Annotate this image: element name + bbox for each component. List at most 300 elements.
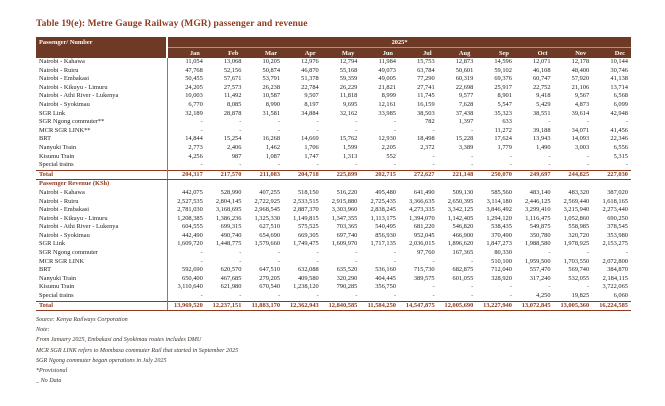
cell-value: - <box>200 257 203 265</box>
month-header-sep: Sep <box>476 48 515 59</box>
cell-value: 11,818 <box>340 92 358 100</box>
cell-value: 28,878 <box>223 109 242 117</box>
cell-value: - <box>239 249 242 257</box>
cell-value: 50,874 <box>262 66 281 74</box>
cell-value: 569,740 <box>568 266 590 274</box>
cell-value: 80,330 <box>494 249 512 257</box>
cell-value: 16,159 <box>417 100 435 108</box>
row-label: Nairobi - Ruiru <box>36 67 167 76</box>
column-header-passenger-number: Passenger/ Number <box>36 37 167 58</box>
cell-value: 47,768 <box>185 66 203 74</box>
cell-value: 442,490 <box>182 231 203 239</box>
year-header: 2025* <box>167 37 631 48</box>
cell-value: 49,005 <box>378 75 396 83</box>
cell-value: 350,780 <box>529 231 551 239</box>
cell-value: 699,315 <box>220 223 242 231</box>
cell-value: 35,323 <box>494 109 512 117</box>
cell-value: 3,342,125 <box>447 206 474 214</box>
cell-value: 510,100 <box>491 257 512 265</box>
cell-value: 16,224,585 <box>592 301 631 311</box>
cell-value: - <box>355 249 358 257</box>
cell-value: 17,624 <box>494 135 512 143</box>
cell-value: 483,320 <box>568 188 590 196</box>
cell-value: - <box>277 292 281 300</box>
cell-value: 2,804,145 <box>215 197 242 205</box>
cell-value: - <box>471 292 474 300</box>
cell-value: 557,470 <box>529 266 551 274</box>
cell-value: 3,168,695 <box>215 206 242 214</box>
cell-value: 670,540 <box>259 283 281 291</box>
cell-value: 2,153,275 <box>602 240 628 248</box>
table-row <box>36 215 631 224</box>
table-row <box>36 153 631 162</box>
month-header-apr: Apr <box>283 48 322 59</box>
cell-value: 59,102 <box>494 66 512 74</box>
cell-value: 601,055 <box>452 274 474 282</box>
cell-value: 57,671 <box>223 75 242 83</box>
cell-value: 483,140 <box>529 188 551 196</box>
cell-value: 21,821 <box>378 83 396 91</box>
cell-value: 690,250 <box>607 214 628 222</box>
cell-value: 5,429 <box>536 100 551 108</box>
cell-value: - <box>625 118 628 126</box>
cell-value: 6,556 <box>613 143 628 151</box>
cell-value: 16,268 <box>262 135 281 143</box>
cell-value: - <box>432 283 435 291</box>
cell-value: 225,899 <box>322 170 361 180</box>
cell-value: 328,920 <box>491 274 512 282</box>
cell-value: 32,189 <box>185 109 203 117</box>
cell-value: 12,362,943 <box>283 301 322 311</box>
table-row <box>36 75 631 84</box>
row-label: BRT <box>36 266 167 275</box>
cell-value: 1,609,720 <box>177 240 203 248</box>
cell-value: 10,587 <box>262 92 281 100</box>
cell-value: 3,003 <box>574 143 590 151</box>
cell-value: 9,567 <box>574 92 590 100</box>
row-label: SGR Link <box>36 110 167 119</box>
cell-value: 4,873 <box>574 100 590 108</box>
cell-value: 10,205 <box>262 58 281 65</box>
table-row <box>36 266 631 275</box>
cell-value: 1,959,500 <box>525 257 551 265</box>
cell-value: 1,208,385 <box>177 214 203 222</box>
cell-value: 15,228 <box>455 135 474 143</box>
table-title: Table 19(e): Metre Gauge Railway (MGR) passenger and revenue <box>36 19 308 29</box>
cell-value: - <box>548 249 551 257</box>
cell-value: 37,438 <box>455 109 474 117</box>
cell-value: - <box>200 249 203 257</box>
table-row <box>36 232 631 241</box>
cell-value: 536,160 <box>375 266 396 274</box>
cell-value: 22,346 <box>610 135 628 143</box>
cell-value: 12,873 <box>455 58 474 65</box>
cell-value: 5,315 <box>613 152 628 160</box>
cell-value: 12,840,585 <box>322 301 361 311</box>
cell-value: - <box>471 161 474 169</box>
cell-value <box>476 180 515 189</box>
cell-value: 9,507 <box>304 92 319 100</box>
row-label: Kisumu Train <box>36 153 167 162</box>
table-row <box>36 118 631 127</box>
note-line: *Provisional <box>36 367 68 374</box>
cell-value: 378,545 <box>607 223 628 231</box>
cell-value: - <box>277 161 281 169</box>
row-label: Total <box>36 170 167 180</box>
cell-value: 2,773 <box>188 143 203 151</box>
cell-value: 682,875 <box>452 266 474 274</box>
cell-value: - <box>548 283 551 291</box>
cell-value: 633 <box>502 118 512 126</box>
cell-value: - <box>548 118 551 126</box>
cell-value: - <box>393 249 396 257</box>
table-row <box>36 84 631 93</box>
cell-value: 12,005,690 <box>438 301 477 311</box>
cell-value: 1,747 <box>304 152 319 160</box>
cell-value: 1,749,475 <box>293 240 319 248</box>
cell-value: 6,060 <box>613 292 628 300</box>
cell-value: 1,599 <box>342 143 358 151</box>
note-line: SGR Ngong commuter began operations in July 2025 <box>36 357 167 364</box>
cell-value: 204,317 <box>167 170 206 180</box>
cell-value: 14,596 <box>494 58 512 65</box>
cell-value: 509,130 <box>452 188 474 196</box>
cell-value: 12,930 <box>378 135 396 143</box>
cell-value: 13,943 <box>532 135 551 143</box>
cell-value: 221,148 <box>438 170 477 180</box>
cell-value: 33,985 <box>378 109 396 117</box>
cell-value: 50,455 <box>185 75 203 83</box>
cell-value: 495,480 <box>375 188 396 196</box>
cell-value: 356,750 <box>375 283 396 291</box>
cell-value: 51,378 <box>301 75 319 83</box>
cell-value: 12,794 <box>339 58 358 65</box>
cell-value: 12,237,151 <box>206 301 245 311</box>
cell-value: 3,215,940 <box>563 206 590 214</box>
cell-value: - <box>316 249 319 257</box>
cell-value: 2,887,370 <box>293 206 319 214</box>
cell-value: 12,976 <box>301 58 319 65</box>
row-label: Nairobi - Embakasi <box>36 75 167 84</box>
table-row <box>36 240 631 249</box>
source-note: Source: Kenya Railways Corporation <box>36 317 128 324</box>
cell-value: 1,618,165 <box>602 197 628 205</box>
cell-value: 540,495 <box>375 223 396 231</box>
cell-value: 697,740 <box>336 231 358 239</box>
cell-value: 13,005,360 <box>554 301 593 311</box>
table-row <box>36 258 631 267</box>
cell-value <box>167 180 206 189</box>
row-label: Nairobi - Kikuyu - Limuru <box>36 215 167 224</box>
cell-value: 38,551 <box>532 109 551 117</box>
cell-value: 353,980 <box>607 231 628 239</box>
cell-value <box>592 180 631 189</box>
cell-value: - <box>355 161 358 169</box>
cell-value: 12,071 <box>532 58 551 65</box>
cell-value: 3,722,065 <box>602 283 628 291</box>
table-row <box>36 127 631 136</box>
cell-value: 10,144 <box>610 58 628 65</box>
cell-value: - <box>471 283 474 291</box>
cell-value: 621,980 <box>220 283 242 291</box>
cell-value: - <box>316 161 319 169</box>
cell-value: 32,162 <box>339 109 358 117</box>
cell-value: 1,397 <box>458 118 474 126</box>
cell-value: 1,988,580 <box>525 240 551 248</box>
row-label: Kisumu Train <box>36 283 167 292</box>
month-header-dec: Dec <box>592 48 631 59</box>
table-row <box>36 283 631 292</box>
cell-value: 715,730 <box>413 266 435 274</box>
cell-value: 1,113,175 <box>370 214 396 222</box>
cell-value: - <box>509 152 512 160</box>
cell-value: - <box>587 283 590 291</box>
row-label: MCR SGR LINK** <box>36 127 167 136</box>
cell-value: 12,161 <box>378 100 396 108</box>
row-label: Nairobi - Kikuyu - Limuru <box>36 84 167 93</box>
cell-value: 22,698 <box>455 83 474 91</box>
cell-value: 558,985 <box>568 223 590 231</box>
cell-value: - <box>432 161 435 169</box>
cell-value: 11,883,170 <box>244 301 283 311</box>
cell-value: 97,760 <box>417 249 435 257</box>
cell-value: 12,178 <box>571 58 590 65</box>
row-label: SGR Ngong commuter <box>36 249 167 258</box>
cell-value: - <box>316 292 319 300</box>
cell-value: 389,575 <box>413 274 435 282</box>
month-header-mar: Mar <box>244 48 283 59</box>
cell-value: 2,838,245 <box>370 206 396 214</box>
cell-value: 39,614 <box>571 109 590 117</box>
cell-value: 7,628 <box>458 100 474 108</box>
cell-value: 3,389 <box>458 143 474 151</box>
cell-value: 320,290 <box>336 274 358 282</box>
cell-value: - <box>393 257 396 265</box>
cell-value: 4,273,335 <box>409 206 435 214</box>
cell-value: 27,741 <box>417 83 435 91</box>
cell-value: - <box>587 249 590 257</box>
cell-value: 2,968,545 <box>254 206 281 214</box>
cell-value: 244,825 <box>554 170 593 180</box>
cell-value: 13,969,520 <box>167 301 206 311</box>
cell-value: 552 <box>386 152 396 160</box>
cell-value: - <box>471 126 474 134</box>
cell-value: 604,555 <box>182 223 203 231</box>
cell-value: - <box>393 161 396 169</box>
cell-value: - <box>239 257 242 265</box>
table-row <box>36 135 631 144</box>
table-row <box>36 275 631 284</box>
cell-value: 654,690 <box>259 231 281 239</box>
footnotes <box>36 317 631 385</box>
cell-value: 1,087 <box>265 152 281 160</box>
cell-value: 8,197 <box>304 100 319 108</box>
row-label: Nairobi - Syokimau <box>36 232 167 241</box>
note-line: From January 2025, Embakasi and Syokimau routes includes DMU <box>36 337 202 344</box>
cell-value: 1,462 <box>265 143 281 151</box>
cell-value: 11,745 <box>417 92 435 100</box>
cell-value: 49,073 <box>378 66 396 74</box>
cell-value: 528,990 <box>220 188 242 196</box>
cell-value: 60,747 <box>532 75 551 83</box>
month-header-nov: Nov <box>554 48 593 59</box>
cell-value: 69,376 <box>494 75 512 83</box>
cell-value: 204,718 <box>283 170 322 180</box>
cell-value: 620,570 <box>220 266 242 274</box>
cell-value: - <box>432 292 435 300</box>
month-header-oct: Oct <box>515 48 554 59</box>
cell-value: 13,227,940 <box>476 301 515 311</box>
cell-value: 790,285 <box>336 283 358 291</box>
cell-value <box>438 180 477 189</box>
table-row <box>36 144 631 153</box>
cell-value: - <box>200 118 203 126</box>
cell-value: 712,040 <box>491 266 512 274</box>
cell-value: 320,720 <box>568 231 590 239</box>
cell-value: 1,609,970 <box>331 240 358 248</box>
cell-value: 38,503 <box>417 109 435 117</box>
cell-value: 19,825 <box>571 292 590 300</box>
cell-value: 8,901 <box>497 92 512 100</box>
cell-value: - <box>471 152 474 160</box>
row-label: Special trains <box>36 161 167 170</box>
cell-value: 404,445 <box>375 274 396 282</box>
cell-value: 50,601 <box>455 66 474 74</box>
cell-value: 2,533,515 <box>293 197 319 205</box>
row-label: Nairobi - Kahawa <box>36 189 167 198</box>
cell-value: 42,948 <box>610 109 628 117</box>
cell-value: 11,272 <box>494 126 512 134</box>
cell-value: - <box>432 126 435 134</box>
month-header-may: May <box>322 48 361 59</box>
cell-value: 249,697 <box>515 170 554 180</box>
cell-value: 490,740 <box>220 231 242 239</box>
section-header-row <box>36 180 631 189</box>
cell-value: 532,055 <box>568 274 590 282</box>
month-header-aug: Aug <box>438 48 477 59</box>
cell-value: - <box>277 126 281 134</box>
cell-value: 53,791 <box>262 75 281 83</box>
cell-value: 18,498 <box>417 135 435 143</box>
cell-value: 24,205 <box>185 83 203 91</box>
cell-value: 52,156 <box>223 66 242 74</box>
cell-value: 46,108 <box>532 66 551 74</box>
cell-value: - <box>277 249 281 257</box>
cell-value: 1,706 <box>304 143 319 151</box>
row-label: Nanyuki Train <box>36 275 167 284</box>
cell-value: 6,099 <box>613 100 628 108</box>
row-label: BRT <box>36 135 167 144</box>
cell-value: 59,359 <box>339 75 358 83</box>
cell-value: 15,762 <box>339 135 358 143</box>
cell-value: 211,083 <box>244 170 283 180</box>
month-header-feb: Feb <box>206 48 245 59</box>
cell-value: 60,319 <box>455 75 474 83</box>
table-row <box>36 161 631 170</box>
note-line: MCR SGR LINK refers to Mombasa commuter Rail that started in September 2025 <box>36 347 239 354</box>
cell-value: 952,045 <box>413 231 435 239</box>
cell-value: - <box>509 292 512 300</box>
cell-value: 669,305 <box>297 231 319 239</box>
row-label: MCR SGR LINK <box>36 258 167 267</box>
cell-value: - <box>509 283 512 291</box>
table-row <box>36 249 631 258</box>
row-label: Nairobi - Ruiru <box>36 198 167 207</box>
cell-value: 856,930 <box>375 231 396 239</box>
cell-value: 14,547,875 <box>399 301 438 311</box>
cell-value: 1,896,620 <box>447 240 474 248</box>
month-header-jan: Jan <box>167 48 206 59</box>
cell-value: 516,220 <box>336 188 358 196</box>
cell-value: 1,149,815 <box>293 214 319 222</box>
cell-value: 1,717,135 <box>370 240 396 248</box>
cell-value: 1,978,925 <box>563 240 590 248</box>
cell-value: 279,205 <box>259 274 281 282</box>
cell-value: 647,510 <box>259 266 281 274</box>
cell-value: 1,490 <box>536 143 551 151</box>
cell-value: 1,847,273 <box>486 240 512 248</box>
cell-value: - <box>548 161 551 169</box>
cell-value: 466,900 <box>452 231 474 239</box>
row-label: SGR Ngong commuter** <box>36 118 167 127</box>
cell-value: 6,770 <box>188 100 203 108</box>
cell-value: 407,255 <box>259 188 281 196</box>
total-row <box>36 301 631 311</box>
cell-value: 1,448,775 <box>215 240 242 248</box>
cell-value: 442,075 <box>182 188 203 196</box>
cell-value: - <box>277 118 281 126</box>
cell-value: 217,570 <box>206 170 245 180</box>
cell-value: 8,999 <box>381 92 396 100</box>
cell-value: 3,846,492 <box>486 206 512 214</box>
cell-value: 2,273,440 <box>602 206 628 214</box>
cell-value: 681,220 <box>413 223 435 231</box>
cell-value: 1,294,120 <box>486 214 512 222</box>
cell-value: - <box>548 152 551 160</box>
cell-value: - <box>277 257 281 265</box>
cell-value: 15,254 <box>223 135 242 143</box>
cell-value: 2,406 <box>227 143 242 151</box>
cell-value: 641,490 <box>413 188 435 196</box>
cell-value: 8,990 <box>265 100 281 108</box>
cell-value: 4,256 <box>188 152 203 160</box>
cell-value: 387,020 <box>607 188 628 196</box>
cell-value: 1,386,236 <box>215 214 242 222</box>
cell-value: 3,303,960 <box>331 206 358 214</box>
cell-value: - <box>393 126 396 134</box>
cell-value: 1,238,120 <box>293 283 319 291</box>
cell-value: - <box>625 161 628 169</box>
cell-value: - <box>316 118 319 126</box>
row-label: SGR Link <box>36 240 167 249</box>
cell-value: 9,695 <box>342 100 358 108</box>
cell-value: - <box>355 257 358 265</box>
cell-value: 2,722,925 <box>254 197 281 205</box>
month-header-jun: Jun <box>360 48 399 59</box>
cell-value: 650,400 <box>182 274 203 282</box>
cell-value: 2,446,125 <box>525 197 551 205</box>
cell-value <box>283 180 322 189</box>
cell-value: 31,581 <box>262 109 281 117</box>
cell-value: 13,714 <box>610 83 628 91</box>
cell-value: 2,725,435 <box>370 197 396 205</box>
cell-value: 2,781,030 <box>177 206 203 214</box>
cell-value <box>206 180 245 189</box>
cell-value: 77,290 <box>417 75 435 83</box>
cell-value: 5,547 <box>497 100 512 108</box>
cell-value: - <box>509 161 512 169</box>
cell-value: 48,400 <box>571 66 590 74</box>
